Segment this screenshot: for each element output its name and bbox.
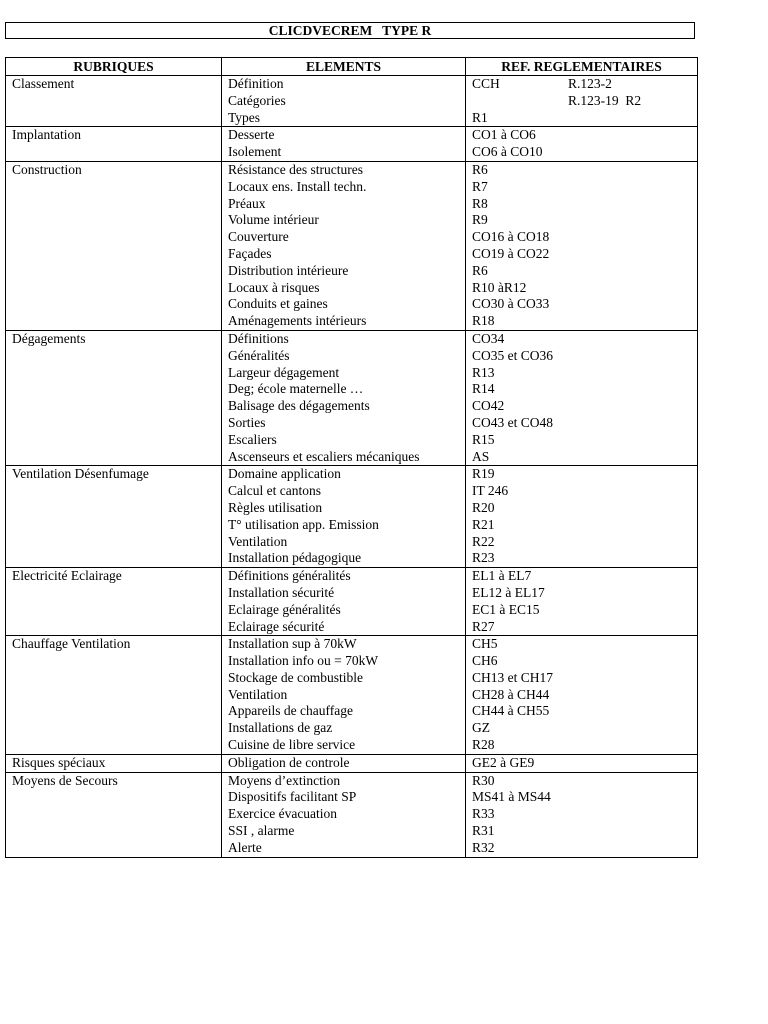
ref-main: CH13 et CH17 bbox=[472, 669, 553, 685]
elements-cell bbox=[222, 161, 466, 330]
element-item: Desserte bbox=[228, 127, 275, 143]
ref-item bbox=[472, 246, 697, 263]
ref-main: R21 bbox=[472, 516, 495, 532]
element-item: Locaux à risques bbox=[228, 279, 320, 295]
ref-main: CH28 à CH44 bbox=[472, 686, 550, 702]
rubrique-cell bbox=[6, 636, 222, 755]
ref-item bbox=[472, 840, 697, 857]
ref-item bbox=[472, 229, 697, 246]
ref-aux: R.123-19 R2 bbox=[568, 92, 642, 108]
table-row bbox=[6, 568, 698, 636]
element-item: Résistance des structures bbox=[228, 161, 363, 177]
rubrique-cell bbox=[6, 161, 222, 330]
ref-main: R18 bbox=[472, 313, 495, 329]
rubrique-cell bbox=[6, 754, 222, 772]
rubrique-cell bbox=[6, 568, 222, 636]
rubrique-cell bbox=[6, 127, 222, 162]
elements-cell bbox=[222, 466, 466, 568]
elements-cell bbox=[222, 127, 466, 162]
table-row bbox=[6, 161, 698, 330]
document-title: CLICDVECREM TYPE R bbox=[5, 22, 695, 39]
ref-item bbox=[472, 280, 697, 297]
ref-main: R28 bbox=[472, 737, 495, 753]
ref-item bbox=[472, 348, 697, 365]
ref-main: CO19 à CO22 bbox=[472, 245, 550, 261]
ref-main: CCH bbox=[472, 76, 500, 91]
element-item: Moyens d’extinction bbox=[228, 772, 341, 788]
ref-main: R27 bbox=[472, 618, 495, 634]
element-item: Installation pédagogique bbox=[228, 550, 362, 566]
table-header bbox=[6, 58, 698, 76]
ref-main: CO35 et CO36 bbox=[472, 347, 553, 363]
header-refs: REF. REGLEMENTAIRES bbox=[466, 58, 698, 76]
element-item: Eclairage généralités bbox=[228, 601, 341, 617]
element-item: Domaine application bbox=[228, 466, 341, 482]
ref-item bbox=[472, 550, 697, 567]
element-item: Alerte bbox=[228, 839, 262, 855]
table-row bbox=[6, 754, 698, 772]
ref-item bbox=[472, 415, 697, 432]
ref-aux: R.123-2 bbox=[568, 76, 612, 91]
ref-item bbox=[472, 500, 697, 517]
ref-main: R15 bbox=[472, 431, 495, 447]
element-item: Eclairage sécurité bbox=[228, 618, 325, 634]
ref-main: CO42 bbox=[472, 398, 505, 414]
ref-item bbox=[472, 602, 697, 619]
ref-item bbox=[472, 483, 697, 500]
ref-main: EL12 à EL17 bbox=[472, 584, 545, 600]
ref-item bbox=[472, 263, 697, 280]
header-row bbox=[6, 58, 698, 76]
ref-main: CH5 bbox=[472, 636, 498, 652]
element-item: Façades bbox=[228, 245, 272, 261]
ref-item bbox=[472, 93, 697, 110]
rubrique-cell bbox=[6, 466, 222, 568]
element-item: Catégories bbox=[228, 92, 286, 108]
rubrique-cell bbox=[6, 330, 222, 465]
ref-item bbox=[472, 449, 697, 466]
ref-item bbox=[472, 398, 697, 415]
refs-cell bbox=[466, 127, 698, 162]
ref-item bbox=[472, 365, 697, 382]
ref-main: R20 bbox=[472, 499, 495, 515]
element-item: Largeur dégagement bbox=[228, 364, 340, 380]
ref-main: R9 bbox=[472, 212, 488, 228]
element-item: Dispositifs facilitant SP bbox=[228, 789, 357, 805]
rubrique-label: Implantation bbox=[12, 127, 81, 143]
rubrique-label: Chauffage Ventilation bbox=[12, 636, 131, 652]
ref-item bbox=[472, 568, 697, 585]
element-item: Balisage des dégagements bbox=[228, 398, 370, 414]
table-row bbox=[6, 76, 698, 127]
ref-main: R19 bbox=[472, 466, 495, 482]
ref-item bbox=[472, 789, 697, 806]
ref-main: CH44 à CH55 bbox=[472, 703, 550, 719]
rubrique-label: Construction bbox=[12, 161, 82, 177]
refs-cell bbox=[466, 636, 698, 755]
element-item: Généralités bbox=[228, 347, 290, 363]
ref-main: GZ bbox=[472, 720, 490, 736]
elements-cell bbox=[222, 772, 466, 857]
table-row bbox=[6, 772, 698, 857]
ref-item bbox=[472, 196, 697, 213]
table-row bbox=[6, 636, 698, 755]
ref-main: EC1 à EC15 bbox=[472, 601, 540, 617]
ref-main: R33 bbox=[472, 806, 495, 822]
element-item: Ventilation bbox=[228, 686, 288, 702]
rubrique-cell bbox=[6, 76, 222, 127]
element-item: Deg; école maternelle … bbox=[228, 381, 364, 397]
ref-item bbox=[472, 585, 697, 602]
element-item: Volume intérieur bbox=[228, 212, 319, 228]
element-item: Règles utilisation bbox=[228, 499, 323, 515]
ref-item bbox=[472, 331, 697, 348]
element-item: Préaux bbox=[228, 195, 266, 211]
refs-cell bbox=[466, 330, 698, 465]
ref-item bbox=[472, 823, 697, 840]
ref-item bbox=[472, 737, 697, 754]
ref-item bbox=[472, 466, 697, 483]
ref-item bbox=[472, 144, 697, 161]
rubrique-label: Moyens de Secours bbox=[12, 772, 118, 788]
rubrique-label: Dégagements bbox=[12, 330, 86, 346]
element-item: Stockage de combustible bbox=[228, 669, 363, 685]
ref-main: R1 bbox=[472, 109, 488, 125]
element-item: Aménagements intérieurs bbox=[228, 313, 367, 329]
ref-item bbox=[472, 636, 697, 653]
ref-item bbox=[472, 670, 697, 687]
ref-item bbox=[472, 162, 697, 179]
ref-main: R23 bbox=[472, 550, 495, 566]
ref-main: R30 bbox=[472, 772, 495, 788]
header-elements: ELEMENTS bbox=[222, 58, 466, 76]
refs-cell bbox=[466, 466, 698, 568]
rubrique-cell bbox=[6, 772, 222, 857]
element-item: Types bbox=[228, 109, 261, 125]
elements-cell bbox=[222, 76, 466, 127]
ref-item bbox=[472, 773, 697, 790]
ref-main: R7 bbox=[472, 178, 488, 194]
ref-item bbox=[472, 127, 697, 144]
ref-main: CH6 bbox=[472, 653, 498, 669]
element-item: T° utilisation app. Emission bbox=[228, 516, 379, 532]
element-item: Ventilation bbox=[228, 533, 288, 549]
element-item: Locaux ens. Install techn. bbox=[228, 178, 367, 194]
element-item: Ascenseurs et escaliers mécaniques bbox=[228, 448, 420, 464]
ref-main: MS41 à MS44 bbox=[472, 789, 551, 805]
refs-cell bbox=[466, 568, 698, 636]
ref-main: R6 bbox=[472, 161, 488, 177]
element-item: Installation info ou = 70kW bbox=[228, 653, 379, 669]
ref-item bbox=[472, 432, 697, 449]
rubrique-label: Electricité Eclairage bbox=[12, 568, 122, 584]
element-item: SSI , alarme bbox=[228, 823, 295, 839]
table-body bbox=[6, 76, 698, 858]
ref-main: R8 bbox=[472, 195, 488, 211]
ref-item bbox=[472, 212, 697, 229]
ref-item bbox=[472, 76, 697, 93]
ref-item bbox=[472, 517, 697, 534]
ref-item bbox=[472, 720, 697, 737]
ref-main: CO6 à CO10 bbox=[472, 144, 543, 160]
ref-main: AS bbox=[472, 448, 490, 464]
element-item: Calcul et cantons bbox=[228, 483, 321, 499]
ref-main: GE2 à GE9 bbox=[472, 754, 535, 770]
table-row bbox=[6, 466, 698, 568]
ref-main: IT 246 bbox=[472, 483, 509, 499]
ref-main: CO43 et CO48 bbox=[472, 414, 553, 430]
rubrique-label: Ventilation Désenfumage bbox=[12, 466, 149, 482]
element-item: Appareils de chauffage bbox=[228, 703, 353, 719]
ref-main: CO1 à CO6 bbox=[472, 127, 536, 143]
ref-item bbox=[472, 381, 697, 398]
ref-item bbox=[472, 296, 697, 313]
ref-main: R13 bbox=[472, 364, 495, 380]
ref-item bbox=[472, 179, 697, 196]
ref-item bbox=[472, 703, 697, 720]
element-item: Installation sécurité bbox=[228, 584, 335, 600]
ref-main: CO34 bbox=[472, 330, 505, 346]
table-row bbox=[6, 330, 698, 465]
element-item: Exercice évacuation bbox=[228, 806, 338, 822]
refs-cell bbox=[466, 76, 698, 127]
ref-item bbox=[472, 110, 697, 127]
element-item: Isolement bbox=[228, 144, 282, 160]
element-item: Escaliers bbox=[228, 431, 277, 447]
ref-main: R31 bbox=[472, 823, 495, 839]
element-item: Conduits et gaines bbox=[228, 296, 328, 312]
ref-main: R32 bbox=[472, 839, 495, 855]
ref-main: R14 bbox=[472, 381, 495, 397]
elements-cell bbox=[222, 636, 466, 755]
rubrique-label: Classement bbox=[12, 76, 75, 91]
ref-main: CO16 à CO18 bbox=[472, 229, 550, 245]
refs-cell bbox=[466, 754, 698, 772]
element-item: Définitions bbox=[228, 330, 289, 346]
element-item: Couverture bbox=[228, 229, 289, 245]
element-item: Cuisine de libre service bbox=[228, 737, 356, 753]
table-row bbox=[6, 127, 698, 162]
ref-main: R22 bbox=[472, 533, 495, 549]
element-item: Installations de gaz bbox=[228, 720, 333, 736]
ref-item bbox=[472, 806, 697, 823]
rubrique-label: Risques spéciaux bbox=[12, 754, 106, 770]
ref-item bbox=[472, 313, 697, 330]
refs-cell bbox=[466, 161, 698, 330]
ref-item bbox=[472, 534, 697, 551]
ref-main: EL1 à EL7 bbox=[472, 568, 532, 584]
ref-item bbox=[472, 653, 697, 670]
elements-cell bbox=[222, 754, 466, 772]
header-rubriques: RUBRIQUES bbox=[6, 58, 222, 76]
ref-main: R6 bbox=[472, 262, 488, 278]
ref-main: CO30 à CO33 bbox=[472, 296, 550, 312]
refs-cell bbox=[466, 772, 698, 857]
ref-item bbox=[472, 687, 697, 704]
element-item: Définition bbox=[228, 76, 284, 91]
element-item: Distribution intérieure bbox=[228, 262, 349, 278]
ref-main: R10 àR12 bbox=[472, 279, 527, 295]
elements-cell bbox=[222, 330, 466, 465]
regulation-table bbox=[5, 57, 698, 858]
element-item: Sorties bbox=[228, 414, 266, 430]
element-item: Obligation de controle bbox=[228, 754, 350, 770]
ref-item bbox=[472, 755, 697, 772]
elements-cell bbox=[222, 568, 466, 636]
element-item: Installation sup à 70kW bbox=[228, 636, 357, 652]
element-item: Définitions généralités bbox=[228, 568, 351, 584]
ref-item bbox=[472, 619, 697, 636]
